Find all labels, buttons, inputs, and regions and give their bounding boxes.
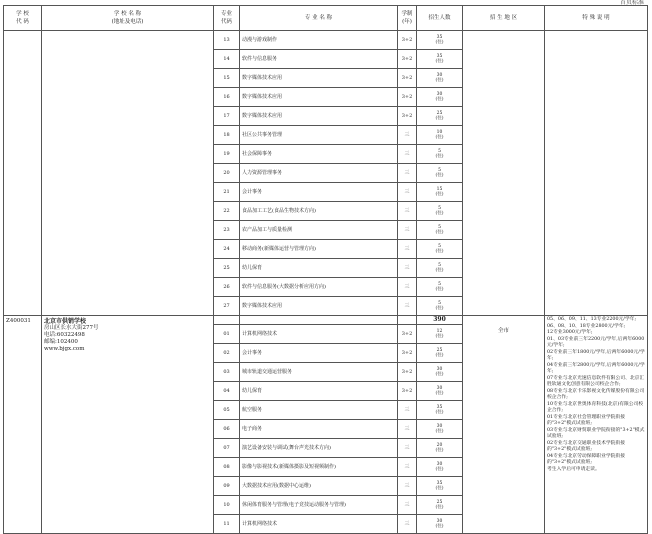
quota-cell <box>417 107 463 126</box>
quota-unit: (往) <box>435 116 444 121</box>
major-code: 08 <box>214 458 240 477</box>
duration: 三 <box>398 278 417 297</box>
major-name: 社会保障事务 <box>240 145 398 164</box>
major-name: 动漫与游戏制作 <box>240 31 398 50</box>
school-info-cell <box>42 316 214 534</box>
quota-number: 5 <box>438 168 441 173</box>
quota-cell <box>417 259 463 278</box>
quota-number: 25 <box>436 348 443 353</box>
empty-cell <box>398 316 417 325</box>
quota-unit: (往) <box>435 97 444 102</box>
major-code: 16 <box>214 88 240 107</box>
quota-unit: (往) <box>435 306 444 311</box>
duration: 三 <box>398 202 417 221</box>
corner-note: 首页标准 <box>619 0 644 6</box>
header-text: 学制 <box>401 11 413 17</box>
quota-number: 5 <box>438 301 441 306</box>
duration: 三 <box>398 240 417 259</box>
quota-cell <box>417 297 463 316</box>
major-name: 软件与信息服务 <box>240 50 398 69</box>
major-code: 21 <box>214 183 240 202</box>
major-code: 09 <box>214 477 240 496</box>
quota-cell <box>417 496 463 515</box>
major-code: 02 <box>214 344 240 363</box>
header-quota: 招生人数 <box>417 6 463 31</box>
quota-cell <box>417 420 463 439</box>
duration: 三 <box>398 477 417 496</box>
quota-number: 20 <box>436 443 443 448</box>
major-code: 10 <box>214 496 240 515</box>
quota-unit: (往) <box>435 230 444 235</box>
major-name: 幼儿保育 <box>240 259 398 278</box>
school-name: 北京市供销学校 <box>44 318 87 325</box>
major-code: 20 <box>214 164 240 183</box>
quota-unit: (往) <box>435 505 444 510</box>
duration: 三 <box>398 515 417 534</box>
major-name: 幼儿保育 <box>240 382 398 401</box>
duration: 三 <box>398 439 417 458</box>
major-name: 航空服务 <box>240 401 398 420</box>
major-name: 计算机网络技术 <box>240 515 398 534</box>
quota-cell <box>417 69 463 88</box>
major-code: 27 <box>214 297 240 316</box>
quota-unit: (往) <box>435 448 444 453</box>
header-text: (地址及电话) <box>111 19 144 25</box>
quota-number: 35 <box>436 405 443 410</box>
quota-cell <box>417 221 463 240</box>
quota-number: 5 <box>438 149 441 154</box>
major-name: 软件与信息服务(大数据分析应用方向) <box>240 278 398 297</box>
duration: 3+2 <box>398 325 417 344</box>
header-text: 代码 <box>220 19 232 25</box>
quota-cell <box>417 458 463 477</box>
header-row <box>4 6 648 31</box>
duration: 三 <box>398 458 417 477</box>
major-code: 03 <box>214 363 240 382</box>
quota-number: 5 <box>438 244 441 249</box>
quota-unit: (往) <box>435 429 444 434</box>
quota-number: 30 <box>436 462 443 467</box>
school-total: 390 <box>417 316 463 325</box>
header-text: 学 校 名 称 <box>113 11 142 17</box>
major-code: 24 <box>214 240 240 259</box>
major-code: 17 <box>214 107 240 126</box>
major-code: 05 <box>214 401 240 420</box>
duration: 三 <box>398 297 417 316</box>
major-code: 23 <box>214 221 240 240</box>
quota-cell <box>417 202 463 221</box>
quota-unit: (往) <box>435 467 444 472</box>
quota-cell <box>417 515 463 534</box>
header-text: 专业 <box>220 11 232 17</box>
duration: 3+2 <box>398 382 417 401</box>
major-code: 15 <box>214 69 240 88</box>
quota-cell <box>417 164 463 183</box>
major-code: 06 <box>214 420 240 439</box>
duration: 3+2 <box>398 344 417 363</box>
duration: 三 <box>398 259 417 278</box>
duration: 3+2 <box>398 107 417 126</box>
quota-cell <box>417 50 463 69</box>
quota-unit: (往) <box>435 287 444 292</box>
major-code: 14 <box>214 50 240 69</box>
quota-number: 35 <box>436 35 443 40</box>
quota-cell <box>417 145 463 164</box>
quota-cell <box>417 278 463 297</box>
school-info-cell <box>42 31 214 316</box>
duration: 三 <box>398 126 417 145</box>
quota-cell <box>417 31 463 50</box>
quota-unit: (往) <box>435 391 444 396</box>
major-name: 计算机网络技术 <box>240 325 398 344</box>
quota-cell <box>417 401 463 420</box>
quota-number: 25 <box>436 111 443 116</box>
header-school-name <box>42 6 214 31</box>
school-code: Z400031 <box>4 316 42 534</box>
major-code: 01 <box>214 325 240 344</box>
duration: 3+2 <box>398 69 417 88</box>
notes-cell <box>545 31 648 316</box>
quota-number: 35 <box>436 481 443 486</box>
school-phone: 电话:60322498 <box>44 332 85 338</box>
quota-number: 30 <box>436 386 443 391</box>
region-cell: 全市 <box>463 316 545 534</box>
major-name: 数字媒体技术应用 <box>240 88 398 107</box>
quota-cell <box>417 439 463 458</box>
quota-unit: (往) <box>435 410 444 415</box>
header-notes: 特 殊 说 明 <box>545 6 648 31</box>
major-name: 会计事务 <box>240 183 398 202</box>
quota-number: 15 <box>436 187 443 192</box>
duration: 三 <box>398 401 417 420</box>
major-code: 11 <box>214 515 240 534</box>
header-text: 学 校 <box>16 11 29 17</box>
major-name: 电子商务 <box>240 420 398 439</box>
major-name: 移动商务(新媒体运营与管理方向) <box>240 240 398 259</box>
quota-unit: (往) <box>435 486 444 491</box>
header-duration <box>398 6 417 31</box>
quota-number: 30 <box>436 92 443 97</box>
quota-cell <box>417 363 463 382</box>
quota-unit: (往) <box>435 249 444 254</box>
notes-cell: 05、06、09、11、13专业2200元/学年; 06、08、10、18专业2800元/学年; 12专业3000元/学年; 01、03专业前三年2200元/学年,后两年6000元/学年; 02专业前三年1800元/学年,后两年6000元/学年; 04专业前三年2800元/学年,后两年6000元/学年; 07专业与北京光速信息软件有限公司、北京汇胜软通文化创意有限公司校企合作; 08专业与北京卡乐影视文化传媒股份有限公司校企合作; 10专业与北京世奥体育科技(北京)有限公司校企合作; 01专业与北京社会管理职业学院衔接的"3+2"模式试验班; 03专业与北京财贸职业学院衔接的"3+2"模式试验班; 02专业与北京交通职业技术学院衔接的"3+2"模式试验班; 04专业与北京劳动保障职业学院衔接的"3+2"模式试验班; 考生入学后可申请走读。 <box>545 316 648 534</box>
major-code: 25 <box>214 259 240 278</box>
quota-unit: (往) <box>435 78 444 83</box>
duration: 3+2 <box>398 88 417 107</box>
header-major-name: 专 业 名 称 <box>240 6 398 31</box>
duration: 3+2 <box>398 363 417 382</box>
quota-number: 30 <box>436 73 443 78</box>
quota-unit: (往) <box>435 40 444 45</box>
quota-number: 5 <box>438 206 441 211</box>
quota-cell <box>417 126 463 145</box>
major-code: 13 <box>214 31 240 50</box>
quota-number: 12 <box>436 329 443 334</box>
empty-cell <box>214 316 240 325</box>
header-major-code <box>214 6 240 31</box>
quota-unit: (往) <box>435 173 444 178</box>
duration: 三 <box>398 221 417 240</box>
duration: 三 <box>398 420 417 439</box>
quota-unit: (往) <box>435 524 444 529</box>
major-code: 19 <box>214 145 240 164</box>
enrollment-table <box>3 5 648 534</box>
major-name: 食品加工工艺(食品生物技术方向) <box>240 202 398 221</box>
major-code: 22 <box>214 202 240 221</box>
major-code: 18 <box>214 126 240 145</box>
major-name: 人力资源管理事务 <box>240 164 398 183</box>
major-name: 数字媒体技术应用 <box>240 69 398 88</box>
major-code: 04 <box>214 382 240 401</box>
school-website[interactable]: www.bjgx.com <box>44 346 85 352</box>
quota-number: 10 <box>436 130 443 135</box>
duration: 3+2 <box>398 31 417 50</box>
quota-cell <box>417 88 463 107</box>
quota-unit: (往) <box>435 353 444 358</box>
quota-unit: (往) <box>435 192 444 197</box>
header-text: (年) <box>402 19 412 25</box>
major-name: 社区公共事务管理 <box>240 126 398 145</box>
quota-cell <box>417 344 463 363</box>
region-cell <box>463 31 545 316</box>
quota-cell <box>417 240 463 259</box>
quota-unit: (往) <box>435 334 444 339</box>
duration: 三 <box>398 496 417 515</box>
quota-unit: (往) <box>435 59 444 64</box>
duration: 3+2 <box>398 50 417 69</box>
quota-number: 30 <box>436 424 443 429</box>
duration: 三 <box>398 164 417 183</box>
major-name: 城市轨道交通运营服务 <box>240 363 398 382</box>
duration: 三 <box>398 145 417 164</box>
major-name: 数字媒体技术应用 <box>240 297 398 316</box>
quota-unit: (往) <box>435 211 444 216</box>
major-name: 数字媒体技术应用 <box>240 107 398 126</box>
header-school-code <box>4 6 42 31</box>
quota-unit: (往) <box>435 372 444 377</box>
school-code-cell <box>4 31 42 316</box>
quota-number: 5 <box>438 263 441 268</box>
duration: 三 <box>398 183 417 202</box>
major-name: 休闲体育服务与管理(电子竞技运动服务与管理) <box>240 496 398 515</box>
major-code: 07 <box>214 439 240 458</box>
quota-cell <box>417 183 463 202</box>
quota-unit: (往) <box>435 135 444 140</box>
school-address: 房山区长水大街277号 <box>44 325 99 331</box>
major-name: 演艺设备安装与调试(舞台声光技术方向) <box>240 439 398 458</box>
quota-number: 25 <box>436 500 443 505</box>
quota-number: 5 <box>438 282 441 287</box>
school-total-row <box>4 316 648 325</box>
header-text: 代 码 <box>16 19 29 25</box>
quota-unit: (往) <box>435 268 444 273</box>
major-name: 大数据技术应用(数据中心运维) <box>240 477 398 496</box>
quota-cell <box>417 382 463 401</box>
school-postcode: 邮编:102400 <box>44 339 78 345</box>
table-row <box>4 31 648 50</box>
quota-cell <box>417 325 463 344</box>
quota-cell <box>417 477 463 496</box>
header-region: 招 生 地 区 <box>463 6 545 31</box>
empty-cell <box>240 316 398 325</box>
quota-unit: (往) <box>435 154 444 159</box>
major-name: 农产品加工与质量检测 <box>240 221 398 240</box>
quota-number: 30 <box>436 367 443 372</box>
major-name: 会计事务 <box>240 344 398 363</box>
quota-number: 30 <box>436 519 443 524</box>
quota-number: 5 <box>438 225 441 230</box>
major-name: 影像与影视技术(新媒体摄影及短视频制作) <box>240 458 398 477</box>
major-code: 26 <box>214 278 240 297</box>
quota-number: 35 <box>436 54 443 59</box>
